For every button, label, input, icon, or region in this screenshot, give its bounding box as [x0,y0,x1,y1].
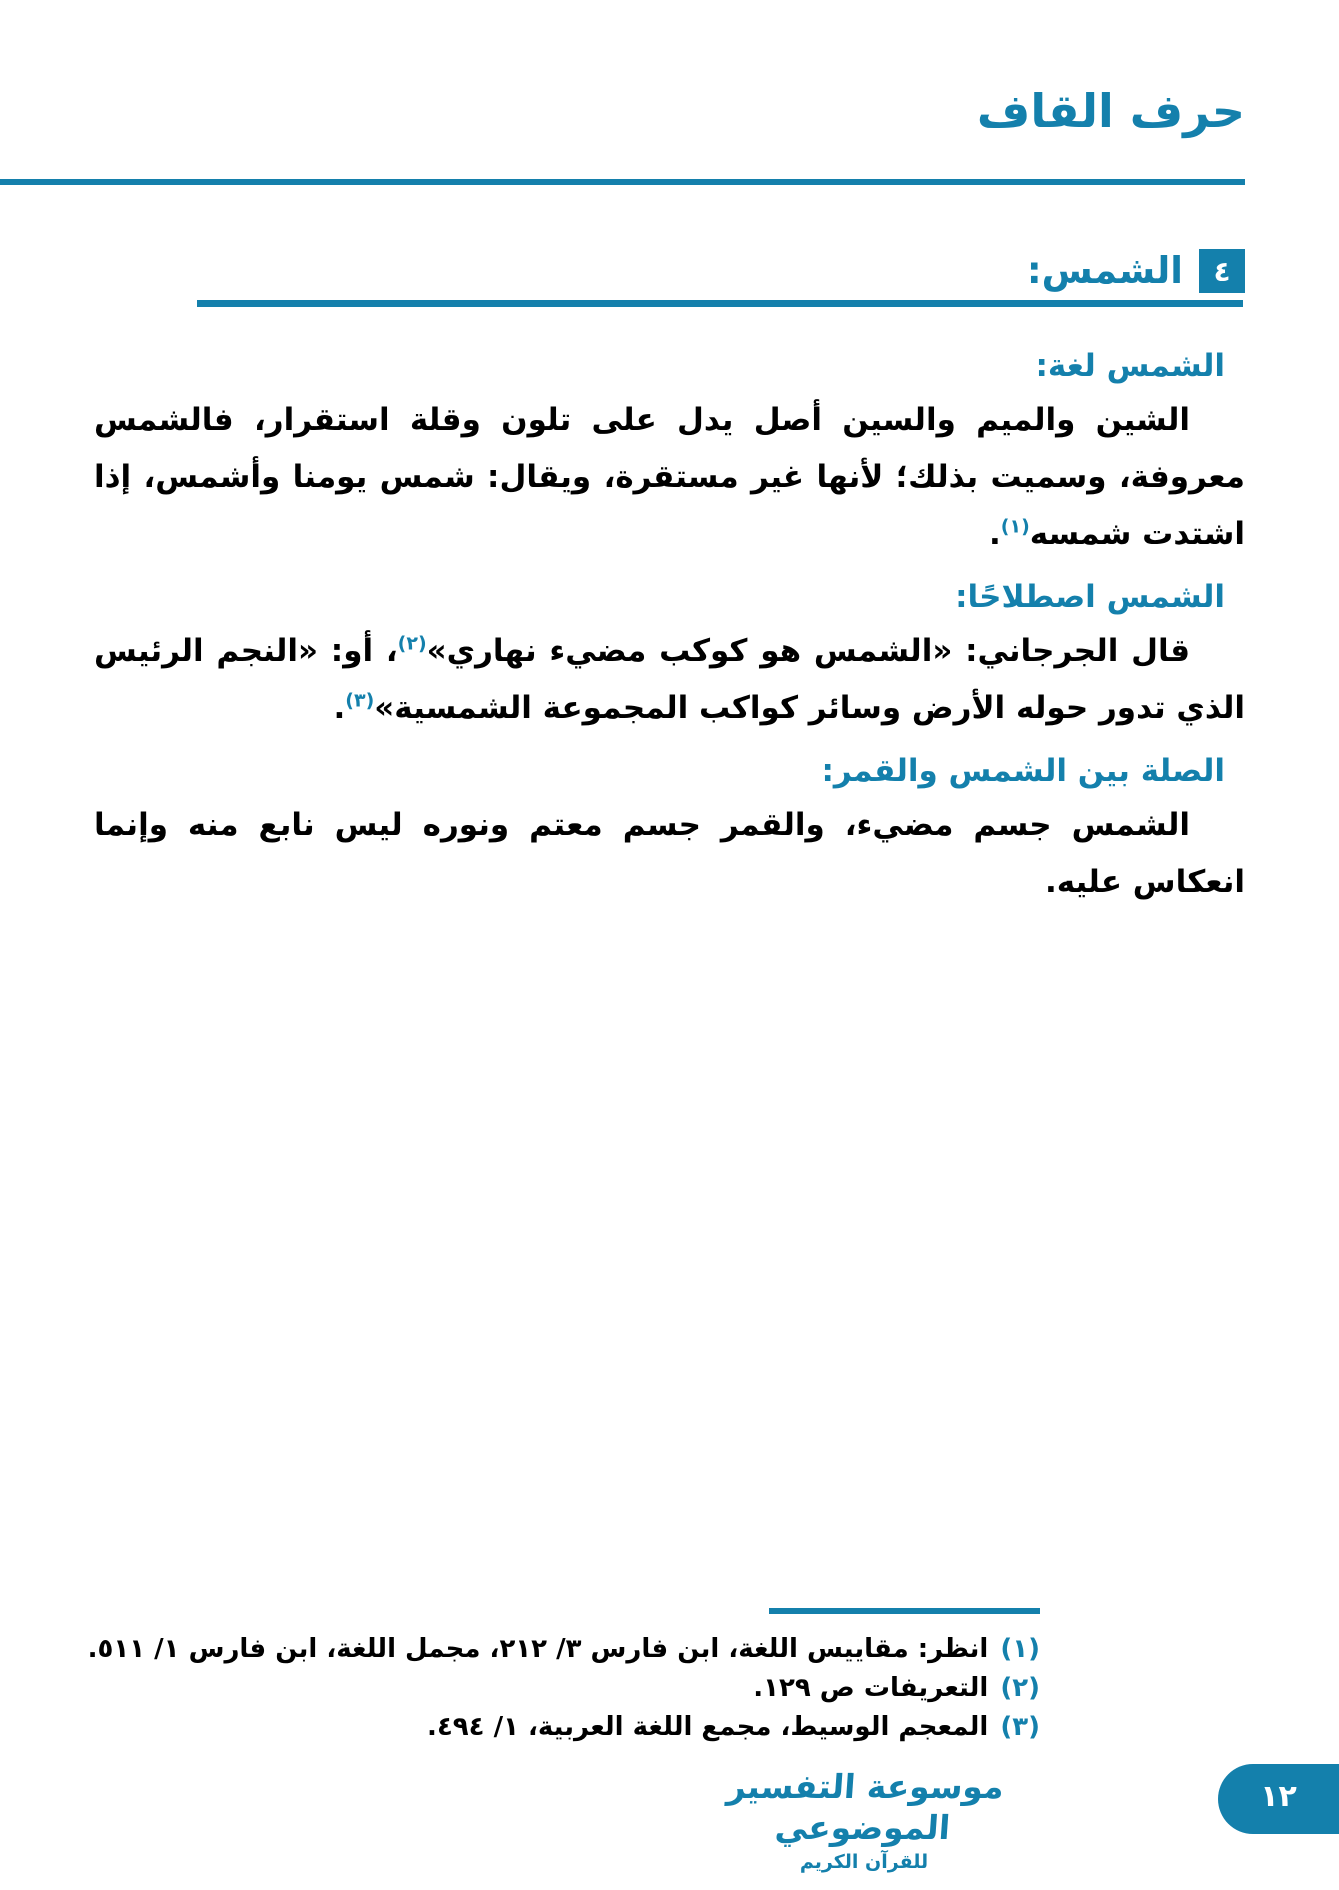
footnote-item [87,1630,1040,1669]
footnote-marker: (٣) [1000,1712,1040,1742]
paragraph-relation: الشمس جسم مضيء، والقمر جسم معتم ونوره ليس نابع منه وإنما انعكاس عليه. [94,807,1245,901]
terminology-text-1: قال الجرجاني: «الشمس هو كوكب مضيء نهاري» [426,633,1190,670]
terminology-tail: . [333,690,346,727]
header-divider [0,179,1245,185]
publisher-logo [719,1766,1009,1873]
section-title: الشمس: [1026,249,1183,292]
logo-subtitle: للقرآن الكريم [799,1850,929,1873]
footnote-text: التعريفات ص ١٢٩. [753,1673,989,1703]
subheading-terminology: الشمس اصطلاحًا: [955,579,1225,616]
footnote-item [320,1708,1040,1747]
chapter-title: حرف القاف [976,84,1245,138]
footnote-divider [769,1608,1040,1614]
footnote-text: انظر: مقاييس اللغة، ابن فارس ٣/ ٢١٢، مجمل اللغة، ابن فارس ١/ ٥١١. [87,1634,989,1664]
terminology-text-2: ، أو: «النجم الرئيس الذي تدور حوله الأرض وسائر كواكب المجموعة الشمسية» [94,633,1245,727]
paragraph-lexical [94,392,1245,563]
section-heading [1027,249,1245,293]
section-divider [197,300,1243,307]
section-number-badge: ٤ [1199,249,1245,293]
subheading-relation: الصلة بين الشمس والقمر: [821,753,1225,790]
footnote-ref-1: (١) [1000,515,1030,538]
logo-title: موسوعة التفسير الموضوعي [725,1767,1006,1848]
paragraph-terminology [94,623,1245,737]
footnote-ref-3: (٣) [345,689,375,712]
lexical-tail: . [989,516,1001,553]
lexical-text: الشين والميم والسين أصل يدل على تلون وقلة استقرار، فالشمس معروفة، وسميت بذلك؛ لأنها غير مستقرة، ويقال: شمس يومنا وأشمس، إذا اشتدت شمسه [94,402,1245,553]
footnote-text: المعجم الوسيط، مجمع اللغة العربية، ١/ ٤٩٤. [427,1712,989,1742]
footnote-item [320,1669,1040,1708]
footnote-ref-2: (٢) [397,632,427,655]
footnote-marker: (٢) [1000,1673,1040,1703]
page-number-badge: ١٢ [1218,1764,1339,1834]
main-content [94,332,1245,915]
subheading-lexical: الشمس لغة: [1035,348,1225,384]
footnote-marker: (١) [1000,1634,1040,1664]
footnotes-block [87,1630,1040,1747]
